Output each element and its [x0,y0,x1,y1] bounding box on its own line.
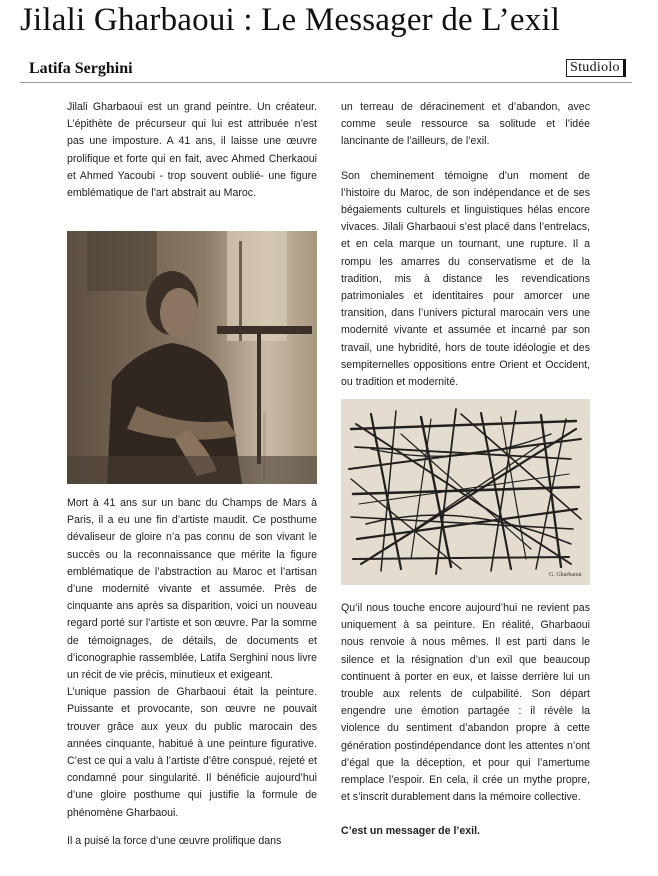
left-column-body [67,495,317,850]
closing-line: C’est un messager de l’exil. [341,825,480,838]
left-paragraph-3: Il a puisé la force d’une œuvre prolifique dans [67,834,282,847]
brand-logo: Studiolo [566,59,626,77]
painting-signature: G. Gharbaoui [549,572,582,578]
artist-portrait-photo [67,231,317,484]
page-title: Jilali Gharbaoui : Le Messager de L’exil [20,2,561,38]
left-paragraph-1: Mort à 41 ans sur un banc du Champs de Mars à Paris, il a eu une fin d’artiste maudit. Ce posthume dévaliseur de gloire n’a pas connu de son vivant le succès ou la reconnaissance que mérite la figure emblématique de l’abstraction au Maroc et l’artisan d’une modernité vivante et assumée. Près de cinquante ans après sa disparition, voici un nouveau regard porté sur l’artiste et son œuvre. Par la somme de témoignages, de détails, de documents et d’iconographie rassemblée, Latifa Serghini nous livre un récit de vie précis, minutieux et exigeant. [67,497,317,682]
header-divider [20,82,632,83]
author-name: Latifa Serghini [29,60,133,77]
right-paragraph-3: Qu’il nous touche encore aujourd’hui ne revient pas uniquement à sa peinture. En réalité, Gharbaoui nous renvoie à nous mêmes. Il est parti dans le silence et la résignation d’un exil que beaucoup continuent à porter en eux, et laisse derrière lui un trouble aux relents de culpabilité. Son départ engendre une émotion partagée : il révèle la violence du sentiment d’abandon propre à cette génération postindépendance dont les attentes n’ont d’égal que la déception, et pour qui l’amertume remplace l’espoir. En cela, il crée un mythe propre, et s’inscrit durablement dans la mémoire collective. [341,602,590,804]
right-paragraph-1: un terreau de déracinement et d’abandon, avec comme seule ressource sa solitude et l’idée lancinante de l’ailleurs, de l’exil. [341,101,590,148]
abstract-painting-image [341,399,590,585]
right-column-top [341,99,590,391]
intro-paragraph: Jilali Gharbaoui est un grand peintre. Un créateur. L’épithète de précurseur qui lui est attribuée n’est pas une imposture. A 41 ans, il laisse une œuvre prolifique et forte qui en fait, avec Ahmed Cherkaoui et Ahmed Yacoubi - trop souvent oublié- une figure emblématique de l’art abstrait au Maroc. [67,101,317,200]
left-paragraph-2: L’unique passion de Gharbaoui était la peinture. Puissante et provocante, son œuvre ne pouvait trouver grâce aux yeux du public marocain des années cinquante, habitué à une peinture figurative. C’est ce qui a valu à l’artiste d’être conspué, rejeté et condamné pour singularité. Il bénéficie aujourd’hui d’une gloire posthume qui justifie la formule de phénomène Gharbaoui. [67,686,317,819]
left-column-intro [67,99,317,202]
right-paragraph-2: Son cheminement témoigne d’un moment de l’histoire du Maroc, de son indépendance et de ses bégaiements culturels et linguistiques hélas encore vivaces. Jilali Gharbaoui s’est placé dans l’entrelacs, et en cela marque un tournant, une rupture. Il a rompu les amarres du conservatisme et de la tradition, mis à distance les revendications patrimoniales et identitaires pour amorcer une transition, dans l’univers pictural marocain vers une modernité vivante et assumée et incarné par son travail, une hybridité, hors de toute idéologie et des sempiternelles oppositions entre Orient et Occident, ou tradition et modernité. [341,169,590,389]
right-column-body [341,600,590,841]
